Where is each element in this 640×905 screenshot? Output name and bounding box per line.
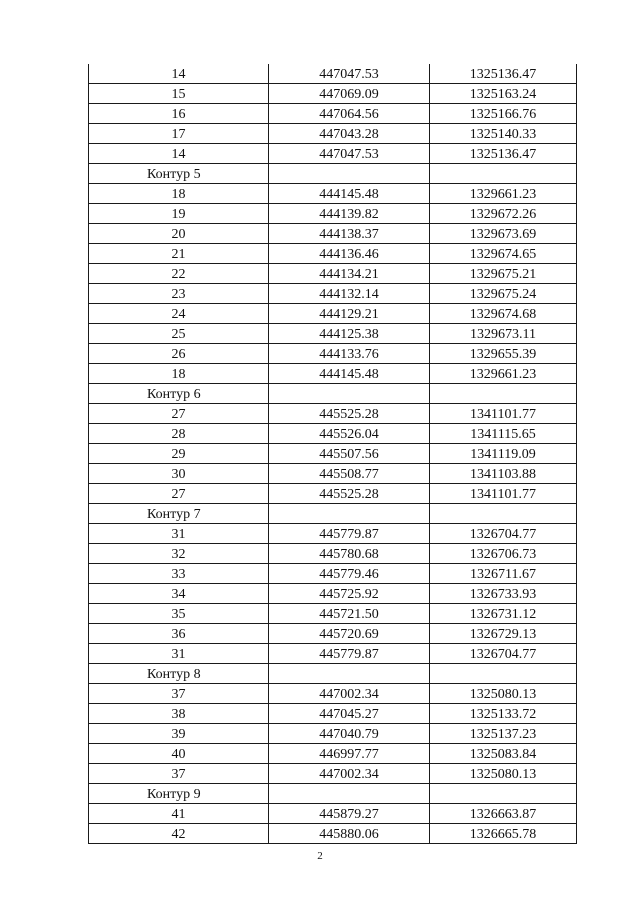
x-coordinate-cell: 444139.82: [269, 204, 430, 224]
empty-cell: [269, 504, 430, 524]
point-number-cell: 20: [89, 224, 269, 244]
point-number-cell: 19: [89, 204, 269, 224]
point-number-cell: 38: [89, 704, 269, 724]
x-coordinate-cell: 445507.56: [269, 444, 430, 464]
empty-cell: [269, 384, 430, 404]
point-number-cell: 27: [89, 484, 269, 504]
table-row: [89, 564, 577, 584]
point-number-cell: 33: [89, 564, 269, 584]
x-coordinate-cell: 447002.34: [269, 684, 430, 704]
y-coordinate-cell: 1329674.68: [430, 304, 577, 324]
x-coordinate-cell: 445779.46: [269, 564, 430, 584]
x-coordinate-cell: 447069.09: [269, 84, 430, 104]
table-row: [89, 184, 577, 204]
x-coordinate-cell: 447047.53: [269, 144, 430, 164]
x-coordinate-cell: 445526.04: [269, 424, 430, 444]
table-row: [89, 264, 577, 284]
point-number-cell: 28: [89, 424, 269, 444]
table-row: [89, 104, 577, 124]
x-coordinate-cell: 444145.48: [269, 364, 430, 384]
point-number-cell: 27: [89, 404, 269, 424]
empty-cell: [430, 384, 577, 404]
y-coordinate-cell: 1329661.23: [430, 364, 577, 384]
y-coordinate-cell: 1326731.12: [430, 604, 577, 624]
y-coordinate-cell: 1326729.13: [430, 624, 577, 644]
y-coordinate-cell: 1329673.69: [430, 224, 577, 244]
y-coordinate-cell: 1325137.23: [430, 724, 577, 744]
y-coordinate-cell: 1326665.78: [430, 824, 577, 844]
table-row: [89, 804, 577, 824]
y-coordinate-cell: 1325080.13: [430, 684, 577, 704]
point-number-cell: 31: [89, 644, 269, 664]
table-row: [89, 464, 577, 484]
table-row: [89, 724, 577, 744]
point-number-cell: 37: [89, 764, 269, 784]
point-number-cell: 23: [89, 284, 269, 304]
table-row: [89, 304, 577, 324]
point-number-cell: 15: [89, 84, 269, 104]
x-coordinate-cell: 444132.14: [269, 284, 430, 304]
table-row: [89, 204, 577, 224]
y-coordinate-cell: 1325080.13: [430, 764, 577, 784]
point-number-cell: 32: [89, 544, 269, 564]
contour-header-row: [89, 504, 577, 524]
x-coordinate-cell: 445725.92: [269, 584, 430, 604]
x-coordinate-cell: 445879.27: [269, 804, 430, 824]
x-coordinate-cell: 445720.69: [269, 624, 430, 644]
coordinates-table-body: [89, 64, 577, 844]
point-number-cell: 14: [89, 144, 269, 164]
contour-label: Контур 7: [89, 504, 269, 524]
table-row: [89, 84, 577, 104]
y-coordinate-cell: 1325140.33: [430, 124, 577, 144]
x-coordinate-cell: 445880.06: [269, 824, 430, 844]
contour-header-row: [89, 664, 577, 684]
y-coordinate-cell: 1325163.24: [430, 84, 577, 104]
coordinates-table: [88, 64, 577, 844]
y-coordinate-cell: 1329675.21: [430, 264, 577, 284]
table-row: [89, 764, 577, 784]
y-coordinate-cell: 1329655.39: [430, 344, 577, 364]
empty-cell: [269, 784, 430, 804]
table-row: [89, 324, 577, 344]
table-row: [89, 824, 577, 844]
x-coordinate-cell: 444129.21: [269, 304, 430, 324]
y-coordinate-cell: 1341119.09: [430, 444, 577, 464]
y-coordinate-cell: 1326704.77: [430, 524, 577, 544]
y-coordinate-cell: 1326663.87: [430, 804, 577, 824]
page-number: 2: [317, 850, 323, 862]
y-coordinate-cell: 1325136.47: [430, 144, 577, 164]
x-coordinate-cell: 445525.28: [269, 484, 430, 504]
x-coordinate-cell: 445780.68: [269, 544, 430, 564]
y-coordinate-cell: 1329674.65: [430, 244, 577, 264]
contour-label: Контур 8: [89, 664, 269, 684]
x-coordinate-cell: 447043.28: [269, 124, 430, 144]
table-row: [89, 404, 577, 424]
contour-header-row: [89, 164, 577, 184]
point-number-cell: 16: [89, 104, 269, 124]
table-row: [89, 444, 577, 464]
x-coordinate-cell: 445779.87: [269, 524, 430, 544]
contour-label: Контур 9: [89, 784, 269, 804]
y-coordinate-cell: 1329672.26: [430, 204, 577, 224]
point-number-cell: 18: [89, 184, 269, 204]
x-coordinate-cell: 444138.37: [269, 224, 430, 244]
table-row: [89, 524, 577, 544]
point-number-cell: 30: [89, 464, 269, 484]
x-coordinate-cell: 447002.34: [269, 764, 430, 784]
table-row: [89, 744, 577, 764]
y-coordinate-cell: 1341101.77: [430, 404, 577, 424]
y-coordinate-cell: 1329673.11: [430, 324, 577, 344]
y-coordinate-cell: 1326733.93: [430, 584, 577, 604]
point-number-cell: 42: [89, 824, 269, 844]
x-coordinate-cell: 444136.46: [269, 244, 430, 264]
x-coordinate-cell: 447047.53: [269, 64, 430, 84]
table-row: [89, 64, 577, 84]
table-row: [89, 684, 577, 704]
empty-cell: [269, 664, 430, 684]
point-number-cell: 41: [89, 804, 269, 824]
y-coordinate-cell: 1325083.84: [430, 744, 577, 764]
point-number-cell: 17: [89, 124, 269, 144]
table-row: [89, 484, 577, 504]
y-coordinate-cell: 1326704.77: [430, 644, 577, 664]
table-row: [89, 364, 577, 384]
x-coordinate-cell: 445779.87: [269, 644, 430, 664]
table-row: [89, 224, 577, 244]
table-row: [89, 584, 577, 604]
y-coordinate-cell: 1325136.47: [430, 64, 577, 84]
x-coordinate-cell: 444134.21: [269, 264, 430, 284]
x-coordinate-cell: 445525.28: [269, 404, 430, 424]
table-row: [89, 604, 577, 624]
contour-header-row: [89, 384, 577, 404]
x-coordinate-cell: 447064.56: [269, 104, 430, 124]
y-coordinate-cell: 1325166.76: [430, 104, 577, 124]
y-coordinate-cell: 1341101.77: [430, 484, 577, 504]
contour-label: Контур 5: [89, 164, 269, 184]
y-coordinate-cell: 1326711.67: [430, 564, 577, 584]
table-row: [89, 244, 577, 264]
table-row: [89, 144, 577, 164]
table-row: [89, 284, 577, 304]
table-row: [89, 644, 577, 664]
y-coordinate-cell: 1341103.88: [430, 464, 577, 484]
point-number-cell: 24: [89, 304, 269, 324]
point-number-cell: 29: [89, 444, 269, 464]
table-row: [89, 624, 577, 644]
y-coordinate-cell: 1326706.73: [430, 544, 577, 564]
y-coordinate-cell: 1325133.72: [430, 704, 577, 724]
point-number-cell: 18: [89, 364, 269, 384]
point-number-cell: 31: [89, 524, 269, 544]
empty-cell: [430, 784, 577, 804]
empty-cell: [430, 664, 577, 684]
x-coordinate-cell: 445721.50: [269, 604, 430, 624]
point-number-cell: 22: [89, 264, 269, 284]
point-number-cell: 36: [89, 624, 269, 644]
point-number-cell: 25: [89, 324, 269, 344]
contour-label: Контур 6: [89, 384, 269, 404]
table-row: [89, 704, 577, 724]
y-coordinate-cell: 1329675.24: [430, 284, 577, 304]
x-coordinate-cell: 447045.27: [269, 704, 430, 724]
table-row: [89, 424, 577, 444]
point-number-cell: 35: [89, 604, 269, 624]
empty-cell: [430, 504, 577, 524]
x-coordinate-cell: 447040.79: [269, 724, 430, 744]
point-number-cell: 21: [89, 244, 269, 264]
point-number-cell: 26: [89, 344, 269, 364]
x-coordinate-cell: 444133.76: [269, 344, 430, 364]
point-number-cell: 37: [89, 684, 269, 704]
y-coordinate-cell: 1329661.23: [430, 184, 577, 204]
x-coordinate-cell: 444125.38: [269, 324, 430, 344]
table-row: [89, 124, 577, 144]
empty-cell: [269, 164, 430, 184]
point-number-cell: 34: [89, 584, 269, 604]
table-row: [89, 344, 577, 364]
y-coordinate-cell: 1341115.65: [430, 424, 577, 444]
empty-cell: [430, 164, 577, 184]
contour-header-row: [89, 784, 577, 804]
table-row: [89, 544, 577, 564]
point-number-cell: 40: [89, 744, 269, 764]
x-coordinate-cell: 446997.77: [269, 744, 430, 764]
x-coordinate-cell: 445508.77: [269, 464, 430, 484]
x-coordinate-cell: 444145.48: [269, 184, 430, 204]
point-number-cell: 39: [89, 724, 269, 744]
point-number-cell: 14: [89, 64, 269, 84]
